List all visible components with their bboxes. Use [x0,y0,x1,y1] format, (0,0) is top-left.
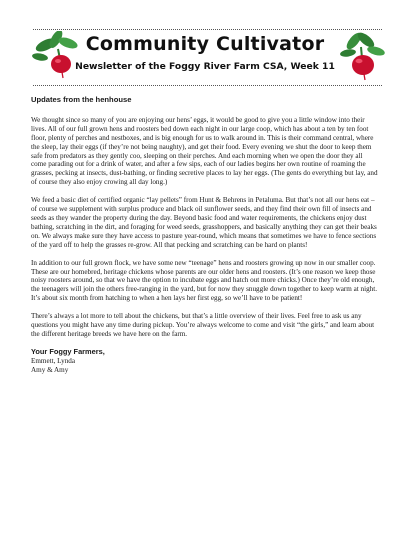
radish-icon [336,31,388,81]
signoff [31,348,378,375]
top-dotted-rule [33,29,382,30]
masthead [0,31,410,85]
newsletter-title: Community Cultivator [85,33,325,55]
newsletter-subtitle: Newsletter of the Foggy River Farm CSA, Week 11 [75,61,335,72]
signoff-names-line2: Amy & Amy [31,365,69,374]
signoff-names-line1: Emmett, Lynda [31,356,76,365]
article-paragraph: We feed a basic diet of certified organic “lay pellets” from Hunt & Behrens in Petaluma. But that’s not all our hens eat – of course we supplement with surplus produce and black oil sunflower seeds, and they find their own fill of insects and seeds as they wander the property during the day. Beyond basic food and water requirements, the chickens enjoy dust bathing, scratching in the dirt, and foraging for weed seeds, grasshoppers, and basically anything they can get their beaks on. We always make sure they have access to pasture year-round, which means that sometimes we have to fence sections of the yard off to help the grasses re-grow. All that pecking and scratching can be hard on plants! [31,196,377,249]
article-paragraph: We thought since so many of you are enjoying our hens’ eggs, it would be good to give you a little window into their lives. All of our full grown hens and roosters bed down each night in our large coop, which has about a ten by ten foot floor, plenty of perches and nestboxes, and is big enough for us to walk around in. This is their command central, where the sleep, lay their eggs (if they’re not being naughty), and get their food. Every evening we shut the door to keep them safe from predators as they gently coo, sleeping on their perches. And each morning when we open the door they all come parading out for a drink of water, and after a few sips, each of our ladies begins her own routine of roaming the grasses, pecking at insects, dust-bathing, or finding secretive places to lay her eggs. (The gents do everything but lay, and of course they also enjoy crowing all day long.) [31,115,378,187]
bottom-dotted-rule [33,85,382,86]
article-body [31,96,378,375]
article-heading: Updates from the henhouse [31,95,132,104]
article-paragraph: There’s always a lot more to tell about the chickens, but that’s a little overview of their lives. Feel free to ask us any questions you might have any time during pickup. You’re always welcome to come and visit “the girls,” and learn about the different heritage breeds we have here on the farm. [31,312,375,338]
article-paragraph: In addition to our full grown flock, we have some new “teenage” hens and roosters growing up now in our smaller coop. These are our homebred, heritage chickens whose parents are our older hens and roosters. (It’s one reason we keep those noisy roosters around, so that we have the option to incubate eggs and hatch out more chicks.) Once they’re old enough, the teenagers will join the others free-ranging in the yard, but for now they snuggle down together to keep warm at night. It’s about six month from hatching to when a hen lays her first egg, so we’ll have to be patient! [31,258,378,303]
signoff-heading: Your Foggy Farmers, [31,346,105,356]
